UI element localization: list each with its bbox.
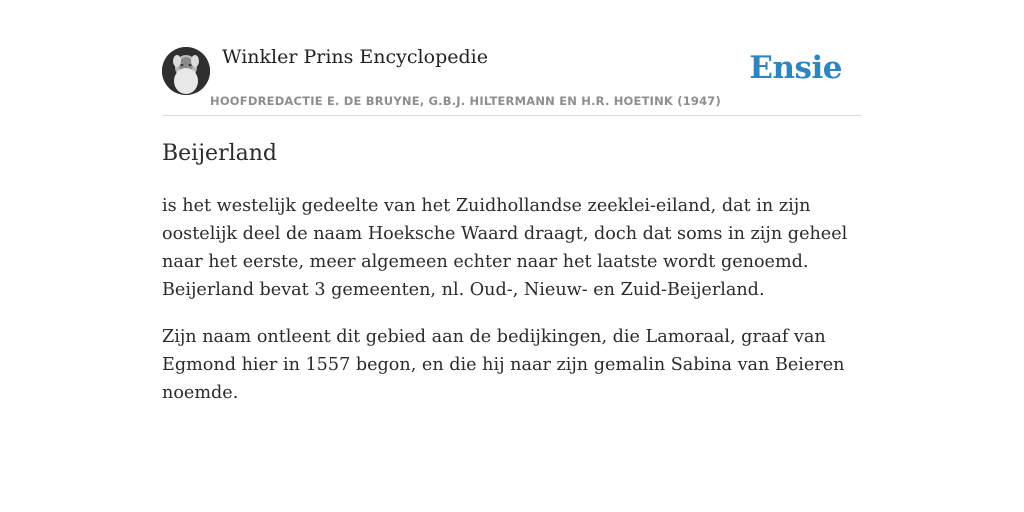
header — [162, 0, 862, 116]
editors-line: HOOFDREDACTIE E. DE BRUYNE, G.B.J. HILTERMANN EN H.R. HOETINK (1947) — [210, 94, 721, 108]
page-container — [162, 0, 862, 403]
article-body — [162, 192, 862, 426]
author-avatar[interactable] — [162, 47, 210, 95]
article-paragraph: is het westelijk gedeelte van het Zuidhollandse zeeklei-eiland, dat in zijn oostelijk deel de naam Hoeksche Waard draagt, doch dat soms in zijn geheel naar het eerste, meer algemeen echter naar het laatste wordt genoemd. Beijerland bevat 3 gemeenten, nl. Oud-, Nieuw- en Zuid-Beijerland. — [162, 196, 848, 300]
article-paragraph: Zijn naam ontleent dit gebied aan de bedijkingen, die Lamoraal, graaf van Egmond hier in 1557 begon, en die hij naar zijn gemalin Sabina van Beieren noemde. — [162, 327, 845, 403]
article-title: Beijerland — [162, 141, 277, 166]
ensie-logo-link[interactable]: Ensie — [749, 50, 842, 86]
portrait-icon — [162, 47, 210, 95]
encyclopedia-title[interactable]: Winkler Prins Encyclopedie — [222, 46, 488, 68]
